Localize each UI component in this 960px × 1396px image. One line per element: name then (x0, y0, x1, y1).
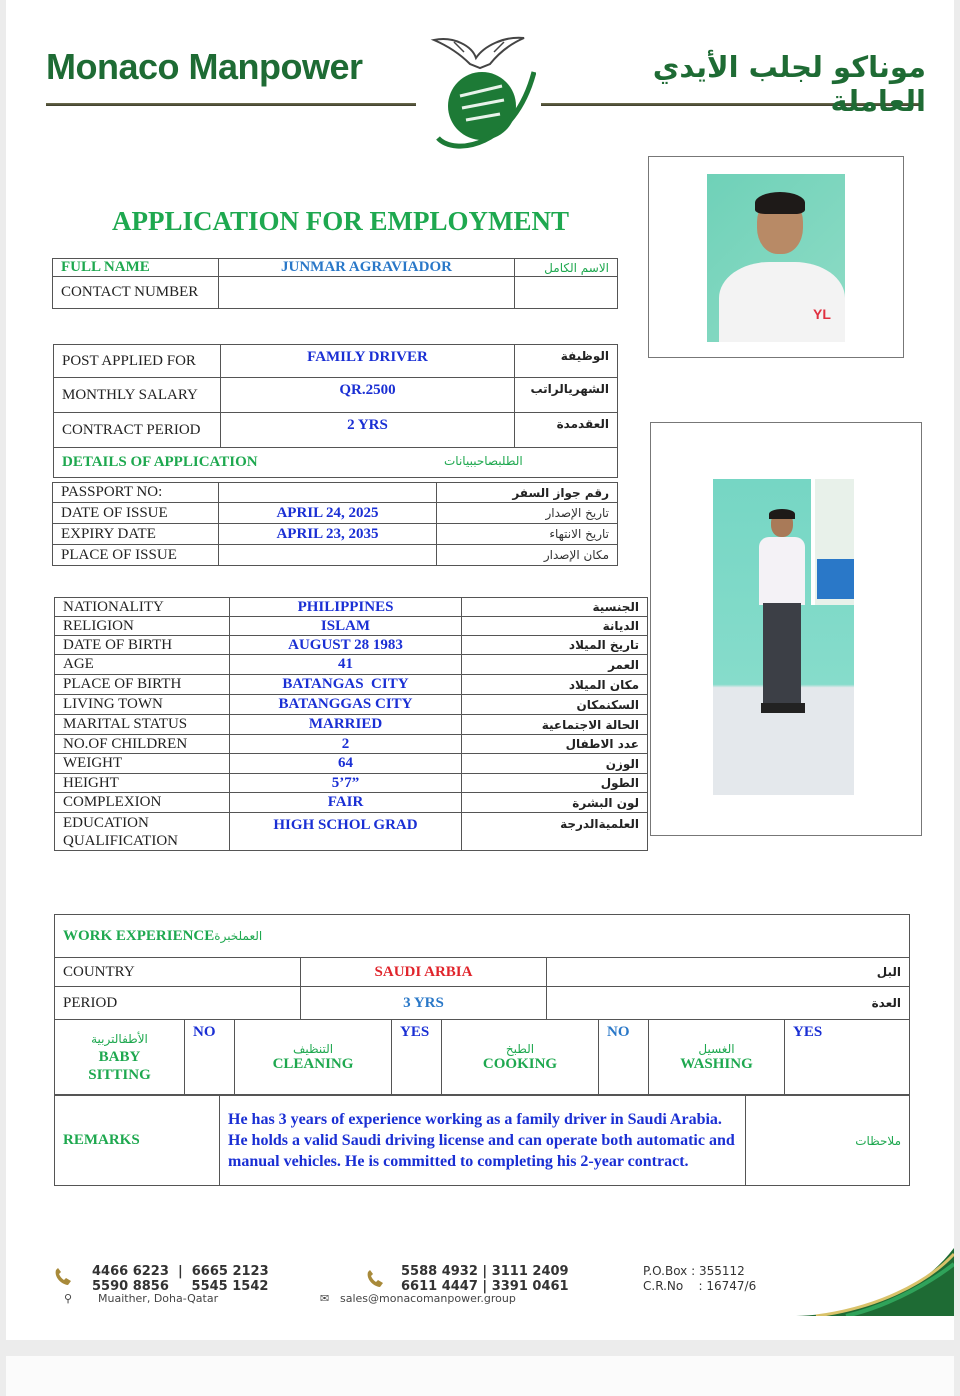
weight-value: 64 (230, 754, 462, 774)
passport-table (52, 482, 618, 566)
complexion-value: FAIR (230, 793, 462, 813)
date-of-issue-value: APRIL 24, 2025 (219, 503, 437, 524)
age-value: 41 (230, 655, 462, 675)
date-of-issue-label: DATE OF ISSUE (53, 503, 219, 524)
marital-status-label: MARITAL STATUS (55, 715, 230, 735)
details-of-application-arabic: الطلبصاحببيانات (444, 454, 523, 468)
period-arabic: العدة (547, 987, 910, 1020)
phone-number: 5590 8856 (92, 1279, 169, 1294)
details-of-application-label: DETAILS OF APPLICATION (62, 454, 258, 470)
application-document (6, 0, 954, 1340)
remarks-arabic: ملاحظات (746, 1096, 910, 1186)
work-experience-header (55, 915, 910, 958)
country-value: SAUDI ARBIA (301, 958, 547, 987)
contract-period-label: CONTRACT PERIOD (54, 413, 221, 448)
skill-cooking-label: COOKING (482, 1055, 558, 1072)
skill-cleaning-answer: YES (392, 1020, 442, 1095)
passport-no-arabic: رقم جواز السفر (437, 483, 618, 503)
marital-status-value: MARRIED (230, 715, 462, 735)
personal-details-table (54, 597, 648, 851)
location-pin-icon: ⚲ (64, 1292, 73, 1305)
place-of-issue-label: PLACE OF ISSUE (53, 545, 219, 566)
expiry-date-value: APRIL 23, 2035 (219, 524, 437, 545)
country-label: COUNTRY (55, 958, 301, 987)
expiry-date-label: EXPIRY DATE (53, 524, 219, 545)
education-arabic: العلميةالدرجة (462, 813, 648, 851)
portrait-photo-frame (648, 156, 904, 358)
skill-washing (649, 1020, 785, 1095)
place-of-issue-value (219, 545, 437, 566)
contract-period-value: 2 YRS (221, 413, 515, 448)
brand-name-english: Monaco Manpower (46, 46, 363, 87)
height-value: 5’7” (230, 774, 462, 793)
full-body-photo-frame (650, 422, 922, 836)
phone-icon (52, 1266, 78, 1288)
date-of-birth-value: AUGUST 28 1983 (230, 636, 462, 655)
skill-cleaning (235, 1020, 392, 1095)
children-value: 2 (230, 735, 462, 754)
post-applied-value: FAMILY DRIVER (221, 345, 515, 378)
skill-cooking-arabic: الطبخ (505, 1041, 535, 1056)
post-applied-label: POST APPLIED FOR (54, 345, 221, 378)
skill-cleaning-arabic: التنظيف (292, 1041, 334, 1056)
skill-cleaning-label: CLEANING (272, 1055, 354, 1072)
expiry-date-arabic: تاريخ الانتهاء (437, 524, 618, 545)
living-town-label: LIVING TOWN (55, 695, 230, 715)
full-body-photo (713, 479, 854, 795)
remarks-table (54, 1095, 910, 1186)
date-of-birth-arabic: تاريخ الميلاد (462, 636, 648, 655)
nationality-value: PHILIPPINES (230, 598, 462, 617)
phone-number: 6611 4447 (401, 1279, 478, 1294)
portrait-photo: YL (707, 174, 845, 342)
religion-label: RELIGION (55, 617, 230, 636)
education-label: EDUCATION QUALIFICATION (55, 813, 230, 851)
skill-cooking-answer: NO (599, 1020, 649, 1095)
skill-baby-sitting-answer: NO (185, 1020, 235, 1095)
skill-baby-sitting-label: BABY SITTING (88, 1049, 151, 1083)
phone-number: 5588 4932 (401, 1264, 478, 1279)
complexion-label: COMPLEXION (55, 793, 230, 813)
phone-numbers-group-1: 4466 6223 | 6665 2123 5590 8856 5545 1542 (92, 1264, 269, 1294)
skill-baby-sitting (55, 1020, 185, 1095)
nationality-arabic: الجنسية (462, 598, 648, 617)
living-town-value: BATANGGAS CITY (230, 695, 462, 715)
place-of-birth-value: BATANGAS CITY (230, 675, 462, 695)
skills-table (54, 1019, 910, 1095)
next-page-edge (6, 1356, 954, 1396)
phone-number: 4466 6223 (92, 1264, 169, 1279)
work-experience-label: WORK EXPERIENCE (63, 927, 215, 944)
address-text: Muaither, Doha-Qatar (98, 1292, 219, 1305)
weight-label: WEIGHT (55, 754, 230, 774)
monthly-salary-label: MONTHLY SALARY (54, 378, 221, 413)
name-table (52, 258, 618, 309)
period-label: PERIOD (55, 987, 301, 1020)
phone-number: 3111 2409 (491, 1264, 569, 1279)
contact-number-label: CONTACT NUMBER (53, 277, 219, 309)
po-box-label: P.O.Box (643, 1264, 688, 1278)
date-of-issue-arabic: تاريخ الإصدار (437, 503, 618, 524)
religion-value: ISLAM (230, 617, 462, 636)
marital-status-arabic: الحالة الاجتماعية (462, 715, 648, 735)
full-name-arabic: الاسم الكامل (515, 259, 618, 277)
email-text: sales@monacomanpower.group (340, 1292, 516, 1305)
remarks-label: REMARKS (55, 1096, 220, 1186)
passport-no-label: PASSPORT NO: (53, 483, 219, 503)
work-experience-table (54, 914, 910, 1020)
weight-arabic: الوزن (462, 754, 648, 774)
height-label: HEIGHT (55, 774, 230, 793)
phone-number: 5545 1542 (191, 1279, 269, 1294)
job-table (53, 344, 618, 478)
page-title: APPLICATION FOR EMPLOYMENT (112, 206, 569, 236)
contact-number-value (219, 277, 515, 309)
passport-no-value (219, 483, 437, 503)
phone-number: 3391 0461 (491, 1279, 569, 1294)
registration-info (643, 1264, 756, 1294)
children-label: NO.OF CHILDREN (55, 735, 230, 754)
country-arabic: البل (547, 958, 910, 987)
place-of-issue-arabic: مكان الإصدار (437, 545, 618, 566)
religion-arabic: الديانة (462, 617, 648, 636)
full-name-value: JUNMAR AGRAVIADOR (219, 259, 515, 277)
cr-number-value: : 16747/6 (698, 1279, 757, 1293)
post-applied-arabic: الوظيفة (515, 345, 618, 378)
footer-decorative-swoosh (796, 1248, 954, 1316)
phone-numbers-group-2: 5588 4932 | 3111 2409 6611 4447 | 3391 0461 (401, 1264, 569, 1294)
place-of-birth-label: PLACE OF BIRTH (55, 675, 230, 695)
period-value: 3 YRS (301, 987, 547, 1020)
place-of-birth-arabic: مكان الميلاد (462, 675, 648, 695)
skill-washing-answer: YES (785, 1020, 910, 1095)
work-experience-arabic: العملخبرة (214, 928, 263, 943)
date-of-birth-label: DATE OF BIRTH (55, 636, 230, 655)
monthly-salary-arabic: الشهريالراتب (515, 378, 618, 413)
complexion-arabic: لون البشرة (462, 793, 648, 813)
remarks-text: He has 3 years of experience working as a family driver in Saudi Arabia. He holds a valid Saudi driving license and can operate both automatic and manual vehicles. He is committed to completing his 2-year contract. (220, 1096, 746, 1186)
skill-washing-arabic: الغسيل (698, 1041, 735, 1056)
full-name-label: FULL NAME (53, 259, 219, 277)
po-box-value: : 355112 (691, 1264, 745, 1278)
contract-period-arabic: العقدمدة (515, 413, 618, 448)
education-value: HIGH SCHOL GRAD (230, 813, 462, 851)
monthly-salary-value: QR.2500 (221, 378, 515, 413)
email-icon: ✉ (320, 1292, 330, 1305)
contact-number-arabic (515, 277, 618, 309)
phone-number: 6665 2123 (191, 1264, 269, 1279)
skill-baby-sitting-arabic: الأطفالتربية (91, 1032, 148, 1046)
children-arabic: عدد الاطفال (462, 735, 648, 754)
living-town-arabic: السكنمكان (462, 695, 648, 715)
age-arabic: العمر (462, 655, 648, 675)
details-of-application-row (54, 448, 618, 478)
header-divider-left (46, 103, 416, 106)
skill-cooking (442, 1020, 599, 1095)
skill-washing-label: WASHING (680, 1055, 753, 1072)
age-label: AGE (55, 655, 230, 675)
brand-name-arabic: موناكو لجلب الأيدي العاملة (652, 50, 926, 118)
nationality-label: NATIONALITY (55, 598, 230, 617)
eagle-globe-logo-icon (424, 28, 536, 158)
phone-icon (364, 1268, 390, 1290)
height-arabic: الطول (462, 774, 648, 793)
cr-number-label: C.R.No (643, 1279, 684, 1293)
